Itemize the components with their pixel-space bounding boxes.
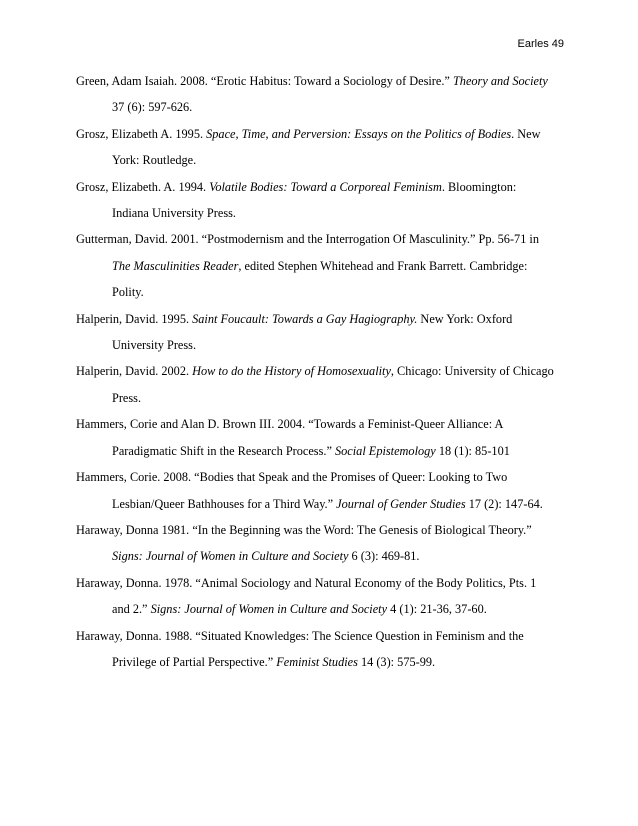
reference-line [76,174,566,200]
reference-text: . Bloomington: [441,179,517,194]
reference-line [76,517,566,543]
reference-line [112,596,566,622]
reference-text: Indiana University Press. [112,206,236,221]
reference-text: Hammers, Corie. 2008. “Bodies that Speak and the Promises of Queer: Looking to Two [76,470,508,485]
reference-text: Halperin, David. 2002. [76,364,193,379]
italic-title: Signs: Journal of Women in Culture and Society [112,549,349,564]
italic-title: Feminist Studies [276,654,358,669]
reference-line [76,121,566,147]
reference-text: , edited Stephen Whitehead and Frank Barrett. Cambridge: [238,258,528,273]
reference-line [112,491,566,517]
reference-text: , Chicago: University of Chicago [390,364,554,379]
reference-text: Lesbian/Queer Bathhouses for a Third Way.” [112,496,337,511]
reference-entry [76,306,566,359]
reference-entry [76,517,566,570]
reference-line [112,438,566,464]
italic-title: Saint Foucault: Towards a Gay Hagiography. [192,311,418,326]
reference-line [112,147,566,173]
reference-text: and 2.” [112,602,151,617]
reference-line [112,94,566,120]
reference-text: 37 (6): 597-626. [112,100,193,115]
reference-entry [76,68,566,121]
reference-line [112,279,566,305]
reference-line [76,623,566,649]
italic-title: Space, Time, and Perversion: Essays on the Politics of Bodies [206,126,512,141]
reference-text: Hammers, Corie and Alan D. Brown III. 2004. “Towards a Feminist-Queer Alliance: A [76,417,504,432]
reference-text: Haraway, Donna. 1988. “Situated Knowledges: The Science Question in Feminism and the [76,628,524,643]
italic-title: Social Epistemology [335,443,436,458]
reference-entry [76,121,566,174]
reference-line [112,543,566,569]
reference-text: 4 (1): 21-36, 37-60. [387,602,487,617]
reference-text: University Press. [112,338,197,353]
reference-line [76,464,566,490]
reference-line [112,385,566,411]
italic-title: Journal of Gender Studies [336,496,466,511]
reference-text: . New [511,126,541,141]
italic-title: Signs: Journal of Women in Culture and Society [150,602,388,617]
page-header [518,38,564,50]
italic-title: The Masculinities Reader [112,258,239,273]
italic-title: Theory and Society [452,74,548,88]
reference-entry [76,411,566,464]
reference-text: York: Routledge. [112,153,197,168]
reference-text: 18 (1): 85-101 [435,443,510,458]
reference-text: Paradigmatic Shift in the Research Process.” [112,443,335,458]
reference-text: 17 (2): 147-64. [465,496,543,511]
reference-text: Haraway, Donna 1981. “In the Beginning was the Word: The Genesis of Biological Theory.” [76,522,532,537]
reference-line [112,253,566,279]
reference-text: Haraway, Donna. 1978. “Animal Sociology and Natural Economy of the Body Politics, Pts. 1 [76,575,537,590]
reference-line [76,411,566,437]
reference-line [76,306,566,332]
reference-text: Privilege of Partial Perspective.” [112,654,277,669]
reference-line [112,200,566,226]
reference-entry [76,570,566,623]
reference-text: Gutterman, David. 2001. “Postmodernism and the Interrogation Of Masculinity.” Pp. 56-71 in [76,232,539,247]
reference-entry [76,464,566,517]
reference-text: Grosz, Elizabeth. A. 1994. [76,179,210,194]
reference-line [76,226,566,252]
reference-text: Press. [112,390,142,405]
reference-text: 14 (3): 575-99. [357,654,436,669]
reference-line [76,570,566,596]
italic-title: Volatile Bodies: Toward a Corporeal Feminism [209,179,442,194]
reference-line [76,68,566,94]
reference-text: Green, Adam Isaiah. 2008. “Erotic Habitus: Toward a Sociology of Desire.” [76,74,453,88]
reference-line [112,649,566,675]
reference-line [76,358,566,384]
reference-text: Polity. [112,285,144,300]
reference-list [76,68,566,675]
reference-entry [76,174,566,227]
reference-entry [76,226,566,305]
page-number-label: Earles 49 [517,38,564,50]
reference-entry [76,358,566,411]
reference-line [112,332,566,358]
reference-text: Halperin, David. 1995. [76,311,193,326]
reference-text: 6 (3): 469-81. [348,549,420,564]
italic-title: How to do the History of Homosexuality [192,364,391,379]
reference-entry [76,623,566,676]
reference-text: New York: Oxford [417,311,513,326]
reference-text: Grosz, Elizabeth A. 1995. [76,126,207,141]
